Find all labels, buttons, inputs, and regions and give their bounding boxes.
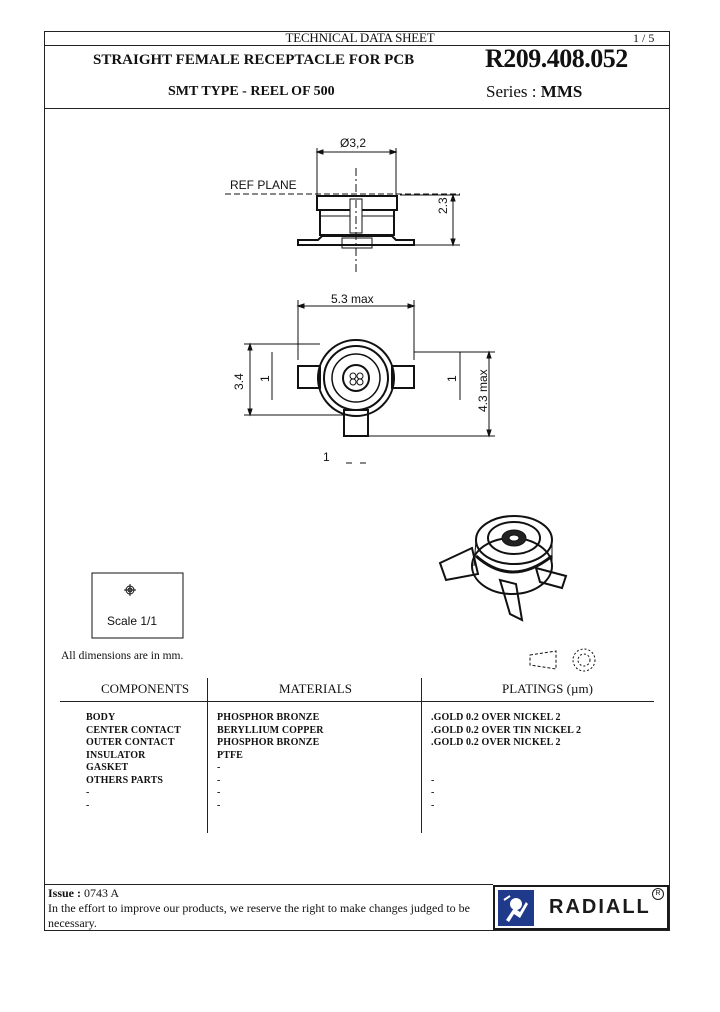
table-header-divider xyxy=(60,701,654,702)
part-number: R209.408.052 xyxy=(485,44,628,73)
table-cell: CENTER CONTACT xyxy=(86,724,181,736)
table-cell: - xyxy=(431,787,435,798)
table-cell: PTFE xyxy=(217,749,243,761)
table-cell: - xyxy=(217,774,221,786)
registered-mark: R xyxy=(652,888,664,900)
table-cell: - xyxy=(217,762,221,773)
series-value: MMS xyxy=(540,82,583,101)
ref-plane-label: REF PLANE xyxy=(230,178,297,192)
table-cell: .GOLD 0.2 OVER NICKEL 2 xyxy=(431,712,561,723)
dim-left: 3.4 xyxy=(232,373,246,390)
dim-left-inner: 1 xyxy=(258,375,272,382)
product-subtitle: SMT TYPE - REEL OF 500 xyxy=(168,84,335,99)
table-cell: - xyxy=(217,799,221,811)
table-cell: - xyxy=(431,774,435,786)
dim-diameter: Ø3,2 xyxy=(340,136,367,150)
dim-height: 2.3 xyxy=(436,197,450,214)
table-cell: PHOSPHOR BRONZE xyxy=(217,737,320,748)
platings-column xyxy=(431,712,581,812)
table-cell: OTHERS PARTS xyxy=(86,774,164,786)
scale-label: Scale 1/1 xyxy=(107,614,158,628)
table-cell: - xyxy=(86,799,90,811)
radiall-logo xyxy=(493,885,669,930)
dim-right: 4.3 max xyxy=(476,369,490,412)
brand-name: RADIALL xyxy=(549,896,651,918)
table-cell: - xyxy=(217,787,221,798)
units-note: All dimensions are in mm. xyxy=(61,650,184,662)
table-cell: PHOSPHOR BRONZE xyxy=(217,712,320,723)
radiall-emblem-icon xyxy=(498,890,534,926)
table-col-divider-1 xyxy=(207,678,208,833)
header-platings: PLATINGS (µm) xyxy=(502,681,593,696)
table-cell: .GOLD 0.2 OVER TIN NICKEL 2 xyxy=(431,724,582,736)
table-cell: INSULATOR xyxy=(86,749,146,761)
table-cell: GASKET xyxy=(86,762,129,773)
table-cell: OUTER CONTACT xyxy=(86,737,175,748)
side-view xyxy=(225,148,460,272)
issue-value: 0743 A xyxy=(84,886,120,900)
table-cell xyxy=(431,762,581,775)
series-label: Series : xyxy=(486,82,537,101)
scale-box xyxy=(92,573,183,638)
table-cell: - xyxy=(86,787,90,798)
disclaimer: In the effort to improve our products, we reserve the right to make changes judged to be necessary. xyxy=(48,901,470,930)
sheet-title: TECHNICAL DATA SHEET xyxy=(285,30,435,45)
components-column xyxy=(86,712,181,812)
issue-label: Issue : xyxy=(48,886,82,900)
header-components: COMPONENTS xyxy=(101,681,190,696)
product-title: STRAIGHT FEMALE RECEPTACLE FOR PCB xyxy=(93,52,415,68)
table-cell: BERYLLIUM COPPER xyxy=(217,724,324,736)
table-col-divider-2 xyxy=(421,678,422,833)
header-materials: MATERIALS xyxy=(279,681,352,696)
table-cell: - xyxy=(431,799,435,811)
dim-width: 5.3 max xyxy=(331,292,374,306)
issue-line xyxy=(48,886,119,901)
dim-right-inner: 1 xyxy=(445,375,459,382)
table-cell: .GOLD 0.2 OVER NICKEL 2 xyxy=(431,737,561,748)
page-number: 1 / 5 xyxy=(633,31,655,45)
materials-column xyxy=(217,712,324,812)
footer-divider xyxy=(44,884,493,885)
isometric-view xyxy=(440,516,566,620)
table-cell: BODY xyxy=(86,712,116,723)
dim-bottom: 1 xyxy=(323,450,330,464)
table-cell xyxy=(431,750,581,763)
